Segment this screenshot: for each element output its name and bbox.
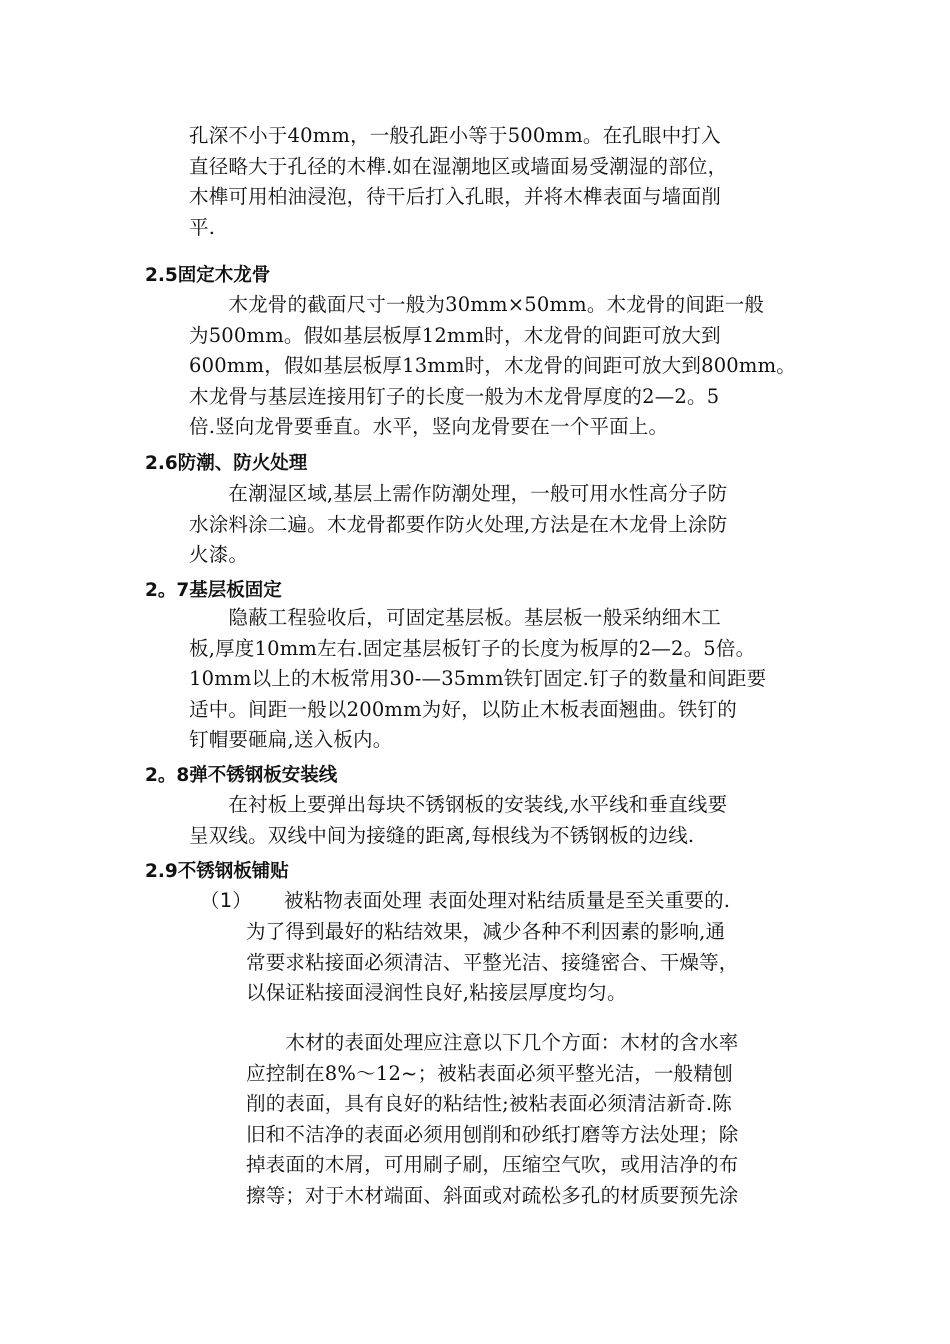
text-line: 隐蔽工程验收后，可固定基层板。基层板一般采纳细木工 [189,606,721,629]
text-line: 直径略大于孔径的木榫.如在湿潮地区或墙面易受潮湿的部位， [189,154,728,178]
paragraph-wood-keel [189,290,796,443]
text-line: 呈双线。双线中间为接缝的距离,每根线为不锈钢板的边线. [189,823,695,847]
text-line: 在潮湿区域,基层上需作防潮处理，一般可用水性高分子防 [189,482,728,505]
text-line: 为500mm。假如基层板厚12mm时，木龙骨的间距可放大到 [189,323,721,347]
text-line: 倍.竖向龙骨要垂直。水平，竖向龙骨要在一个平面上。 [189,415,669,439]
text-line: 钉帽要砸扁,送入板内。 [189,728,393,752]
text-line: 适中。间距一般以200mm为好，以防止木板表面翘曲。铁钉的 [189,697,738,721]
text-line: 旧和不洁净的表面必须用刨削和砂纸打磨等方法处理；除 [246,1122,739,1146]
heading-2-7-base-board-fixing: 2。7基层板固定 [145,580,282,601]
text-line: 在衬板上要弹出每块不锈钢板的安装线,水平线和垂直线要 [189,793,728,816]
list-item-first-line: 被粘物表面处理 表面处理对粘结质量是至关重要的. [284,889,731,912]
heading-2-6-moisture-fire-treatment: 2.6防潮、防火处理 [145,453,308,474]
heading-2-8-installation-lines: 2。8弹不锈钢板安装线 [145,765,338,786]
text-line: 常要求粘接面必须清洁、平整光洁、接缝密合、干燥等， [246,950,739,974]
heading-2-9-stainless-steel-paste: 2.9不锈钢板铺贴 [145,861,289,882]
heading-2-5-fix-wood-keel: 2.5固定木龙骨 [145,265,271,286]
paragraph-hole-drilling [189,121,727,243]
text-line: 火漆。 [189,543,249,567]
text-line: 孔深不小于40mm，一般孔距小等于500mm。在孔眼中打入 [189,124,721,147]
text-line: 水涂料涂二遍。木龙骨都要作防火处理,方法是在木龙骨上涂防 [189,512,728,536]
list-item-continuation [246,917,739,1009]
text-line: 木龙骨的截面尺寸一般为30mm×50mm。木龙骨的间距一般 [189,293,765,316]
text-line: 为了得到最好的粘结效果，减少各种不利因素的影响,通 [246,920,726,943]
text-line: 木榫可用柏油浸泡，待干后打入孔眼，并将木榫表面与墙面削 [189,185,721,209]
text-line: 以保证粘接面浸润性良好,粘接层厚度均匀。 [246,981,627,1005]
text-line: 600mm，假如基层板厚13mm时，木龙骨的间距可放大到800mm。 [189,354,796,378]
text-line: 应控制在8%～12~；被粘表面必须平整光洁，一般精刨 [246,1061,733,1085]
paragraph-base-board [189,603,766,756]
text-line: 板,厚度10mm左右.固定基层板钉子的长度为板厚的2—2。5倍。 [189,636,756,660]
text-line: 掉表面的木屑，可用刷子刷，压缩空气吹，或用洁净的布 [246,1153,739,1177]
text-line: 木材的表面处理应注意以下几个方面：木材的含水率 [246,1031,739,1054]
text-line: 木龙骨与基层连接用钉子的长度一般为木龙骨厚度的2—2。5 [189,384,720,408]
text-line: 削的表面，具有良好的粘结性;被粘表面必须清洁新奇.陈 [246,1092,732,1116]
paragraph-moisture-fire [189,479,727,571]
list-item-marker: （1） [200,889,253,912]
text-line: 擦等；对于木材端面、斜面或对疏松多孔的材质要预先涂 [246,1183,739,1207]
paragraph-installation-lines [189,790,727,851]
paragraph-wood-surface-treatment [246,1028,739,1212]
text-line: 10mm以上的木板常用30-—35mm铁钉固定.钉子的数量和间距要 [189,667,767,691]
text-line: 平. [189,215,216,239]
